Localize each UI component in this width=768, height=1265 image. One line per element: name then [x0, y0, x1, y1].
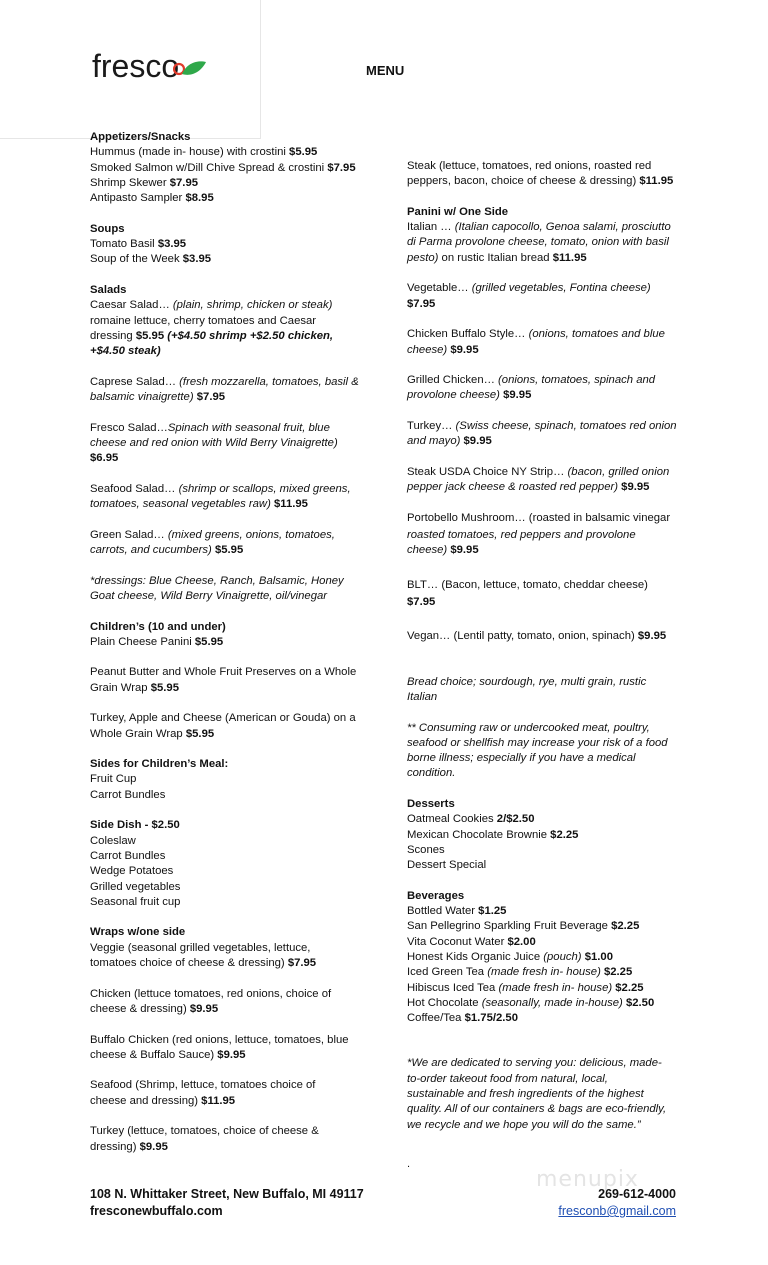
menu-item: Hibiscus Iced Tea (made fresh in- house) $2.25 [407, 981, 644, 994]
menu-item: Dessert Special [407, 859, 487, 872]
menu-item: carrots, and cucumbers) $5.95 [90, 544, 244, 557]
menu-item: Green Salad… (mixed greens, onions, tomatoes, [90, 528, 335, 541]
menu-item: Buffalo Chicken (red onions, lettuce, tomatoes, blue [90, 1033, 349, 1046]
menu-item: Coffee/Tea $1.75/2.50 [407, 1012, 518, 1025]
menu-item: Hot Chocolate (seasonally, made in-house) $2.50 [407, 996, 655, 1009]
menu-item: San Pellegrino Sparkling Fruit Beverage $2.25 [407, 920, 640, 933]
menu-item: Soup of the Week $3.95 [90, 253, 212, 266]
menu-item: Honest Kids Organic Juice (pouch) $1.00 [407, 950, 613, 963]
menu-item: Caesar Salad… (plain, shrimp, chicken or steak) [90, 299, 333, 312]
menu-item: pesto) on rustic Italian bread $11.95 [407, 251, 587, 264]
menu-item: BLT… (Bacon, lettuce, tomato, cheddar cheese) [407, 578, 648, 591]
menu-item: Fresco Salad…Spinach with seasonal fruit, blue [90, 421, 330, 434]
list-item: Wedge Potatoes [90, 865, 174, 878]
list-item: Carrot Bundles [90, 788, 166, 801]
stray-dot: . [407, 1158, 411, 1170]
right-column [407, 159, 697, 1133]
dedication-note: we recycle and we hope you will do the same.” [407, 1118, 641, 1131]
bread-note: Bread choice; sourdough, rye, multi grain, rustic [407, 675, 647, 688]
menu-item: Oatmeal Cookies 2/$2.50 [407, 813, 535, 826]
menu-item: $6.95 [90, 452, 119, 465]
section-heading-children: Children’s (10 and under) [90, 620, 226, 633]
menu-item: Chicken (lettuce tomatoes, red onions, choice of [90, 987, 332, 1000]
menu-item: Antipasto Sampler $8.95 [90, 192, 214, 205]
list-item: Grilled vegetables [90, 880, 181, 893]
menu-item: roasted tomatoes, red peppers and provolone [407, 529, 636, 542]
menu-item: Bottled Water $1.25 [407, 905, 507, 918]
menu-item: Steak USDA Choice NY Strip… (bacon, grilled onion [407, 465, 670, 478]
menu-item: Grain Wrap $5.95 [90, 681, 179, 694]
address: 108 N. Whittaker Street, New Buffalo, MI 49117 [90, 1187, 364, 1201]
section-heading-desserts: Desserts [407, 797, 455, 810]
list-item: Fruit Cup [90, 773, 137, 786]
menu-item: Turkey, Apple and Cheese (American or Gouda) on a [90, 712, 356, 725]
menu-item: +$4.50 steak) [90, 345, 161, 358]
section-heading-salads: Salads [90, 283, 127, 296]
section-heading-wraps: Wraps w/one side [90, 926, 186, 939]
left-column [90, 130, 380, 1155]
menu-item: pepper jack cheese & roasted red pepper) $9.95 [407, 481, 650, 494]
warning-note: condition. [407, 767, 456, 780]
list-item: Carrot Bundles [90, 849, 166, 862]
website-link[interactable]: fresconewbuffalo.com [90, 1204, 223, 1218]
bread-note: Italian [407, 690, 438, 703]
menu-item: Chicken Buffalo Style… (onions, tomatoes and blue [407, 328, 665, 341]
section-heading-panini: Panini w/ One Side [407, 205, 509, 218]
menu-item: Veggie (seasonal grilled vegetables, lettuce, [90, 941, 311, 954]
menu-item: Grilled Chicken… (onions, tomatoes, spinach and [407, 374, 656, 387]
menu-item: balsamic vinaigrette) $7.95 [90, 391, 226, 404]
dedication-note: quality. All of our containers & bags are eco-friendly, [407, 1103, 667, 1116]
menu-item: Turkey… (Swiss cheese, spinach, tomatoes red onion [407, 420, 677, 433]
menu-item: and mayo) $9.95 [407, 435, 492, 448]
dedication-note: *We are dedicated to serving you: delicious, made- [407, 1057, 662, 1070]
menu-item: tomatoes, seasonal vegetables raw) $11.95 [90, 498, 308, 511]
menu-item: Mexican Chocolate Brownie $2.25 [407, 828, 579, 841]
menu-item: Vegan… (Lentil patty, tomato, onion, spinach) $9.95 [407, 630, 667, 643]
dressings-note: *dressings: Blue Cheese, Ranch, Balsamic, Honey [90, 574, 344, 587]
menu-item: cheese and dressing) $11.95 [90, 1094, 236, 1107]
dressings-note: Goat cheese, Wild Berry Vinaigrette, oil/vinegar [90, 589, 328, 602]
menu-item: Hummus (made in- house) with crostini $5.95 [90, 146, 318, 159]
menu-item: Shrimp Skewer $7.95 [90, 176, 199, 189]
menu-item: Turkey (lettuce, tomatoes, choice of cheese & [90, 1125, 319, 1138]
menu-item: cheese) $9.95 [407, 343, 479, 356]
list-item: Coleslaw [90, 834, 136, 847]
menu-item: Plain Cheese Panini $5.95 [90, 635, 224, 648]
menu-item: $7.95 [407, 297, 436, 310]
menu-item: Italian … (Italian capocollo, Genoa salami, prosciutto [407, 221, 671, 234]
warning-note: ** Consuming raw or undercooked meat, poultry, [407, 721, 650, 734]
menu-item: dressing) $9.95 [90, 1140, 168, 1153]
menu-item: Portobello Mushroom… (roasted in balsamic vinegar [407, 511, 671, 524]
dedication-note: sustainable and fresh ingredients of the highest [407, 1088, 644, 1101]
menu-item: Iced Green Tea (made fresh in- house) $2.25 [407, 966, 633, 979]
phone-number: 269-612-4000 [598, 1187, 676, 1201]
menu-item: cheese & Buffalo Sauce) $9.95 [90, 1048, 246, 1061]
menu-item: Vegetable… (grilled vegetables, Fontina cheese) [407, 282, 651, 295]
menu-item: Smoked Salmon w/Dill Chive Spread & crostini $7.95 [90, 161, 356, 174]
menu-item: Caprese Salad… (fresh mozzarella, tomatoes, basil & [90, 375, 359, 388]
menu-item: Scones [407, 843, 445, 856]
menu-item: Whole Grain Wrap $5.95 [90, 727, 215, 740]
menu-item: Seafood (Shrimp, lettuce, tomatoes choice of [90, 1079, 316, 1092]
menu-item: di Parma provolone cheese, tomato, onion with basil [407, 236, 669, 249]
section-heading-sides-children: Sides for Children’s Meal: [90, 758, 229, 771]
section-heading-side-dish: Side Dish - $2.50 [90, 819, 180, 832]
menu-item: romaine lettuce, cherry tomatoes and Caesar [90, 314, 317, 327]
menu-item: tomatoes choice of cheese & dressing) $7.95 [90, 957, 317, 970]
warning-note: borne illness; especially if you have a medical [407, 752, 636, 765]
menu-item: cheese) $9.95 [407, 544, 479, 557]
menu-item: Vita Coconut Water $2.00 [407, 935, 536, 948]
section-heading-beverages: Beverages [407, 889, 465, 902]
section-heading-soups: Soups [90, 222, 125, 235]
menu-item: Steak (lettuce, tomatoes, red onions, roasted red [407, 160, 652, 172]
menu-item: Tomato Basil $3.95 [90, 238, 187, 251]
menu-item: cheese and red onion with Wild Berry Vinaigrette) [90, 436, 338, 449]
brand-name: fresco [92, 48, 180, 84]
warning-note: seafood or shellfish may increase your risk of a food [407, 736, 668, 749]
dedication-note: to-order takeout food from natural, local, [407, 1072, 608, 1085]
menu-item: cheese & dressing) $9.95 [90, 1002, 219, 1015]
menu-item: $7.95 [407, 596, 436, 609]
leaf-icon [173, 58, 207, 80]
page-title: MENU [366, 63, 405, 78]
footer-left [90, 1186, 364, 1220]
list-item: Seasonal fruit cup [90, 895, 181, 908]
section-heading-appetizers: Appetizers/Snacks [90, 131, 191, 143]
menu-item: Peanut Butter and Whole Fruit Preserves on a Whole [90, 666, 357, 679]
menu-item: provolone cheese) $9.95 [407, 389, 532, 402]
footer-right [558, 1186, 676, 1220]
fresco-logo [92, 48, 207, 85]
menu-item: peppers, bacon, choice of cheese & dressing) $11.95 [407, 175, 674, 188]
email-link[interactable]: fresconb@gmail.com [558, 1204, 676, 1218]
watermark: menupix [536, 1167, 639, 1192]
menu-item: Seafood Salad… (shrimp or scallops, mixed greens, [90, 482, 351, 495]
menu-item: dressing $5.95 (+$4.50 shrimp +$2.50 chicken, [90, 329, 334, 342]
